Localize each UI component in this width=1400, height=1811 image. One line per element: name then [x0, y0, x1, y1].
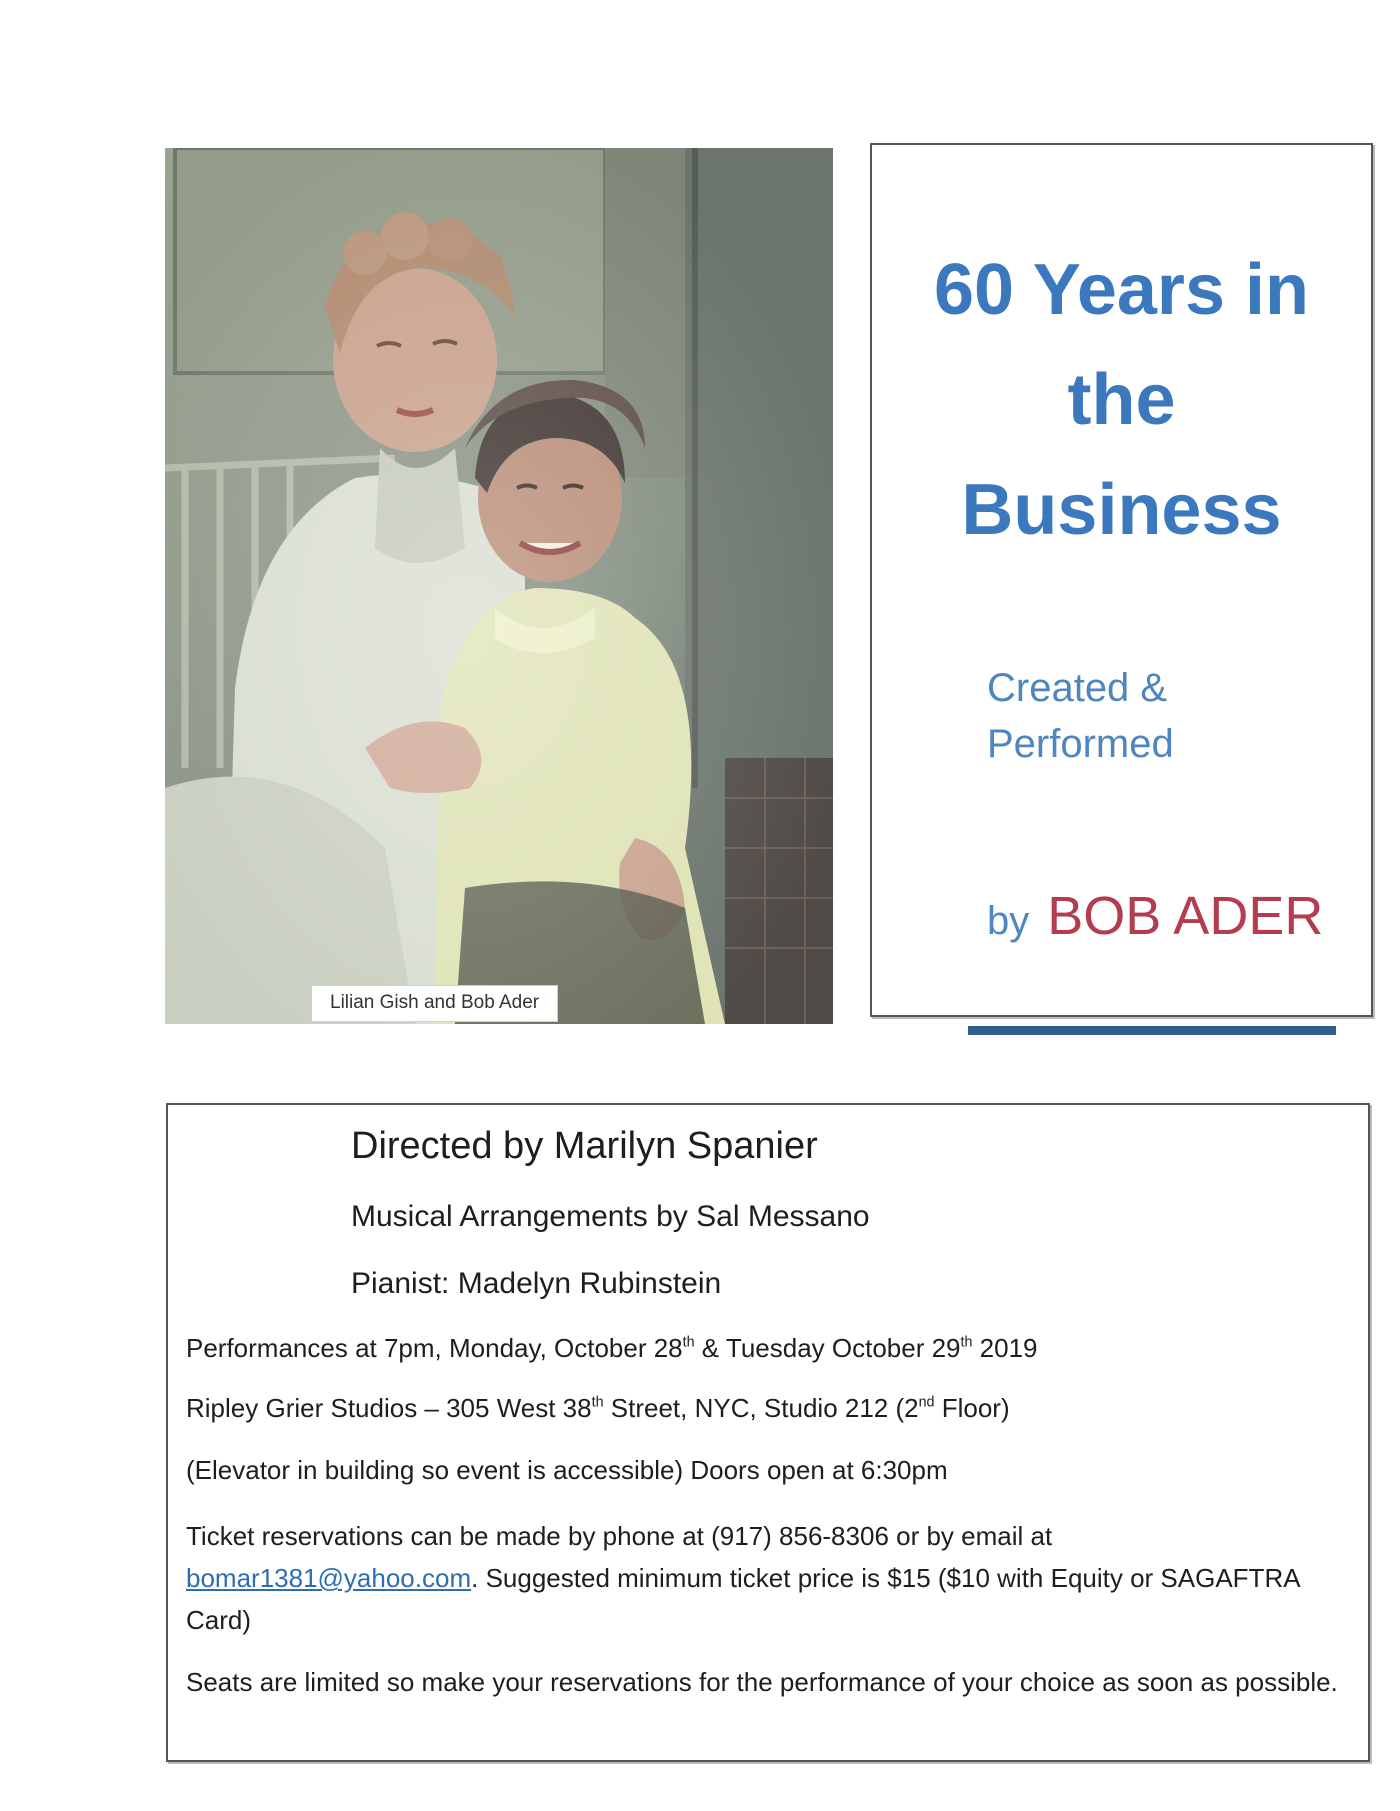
created-performed-label [987, 660, 1174, 772]
ticket-text-b: . Suggested minimum ticket price is $15 ($10 with Equity or SAGAFTRA Card) [186, 1563, 1300, 1635]
show-title [872, 235, 1371, 565]
title-box [870, 143, 1373, 1017]
created-line-2: Performed [987, 722, 1174, 766]
perf-text-c: 2019 [972, 1333, 1038, 1363]
title-line-2: the [1067, 360, 1176, 440]
perf-sup-1: th [682, 1334, 695, 1351]
accent-bar [968, 1026, 1336, 1035]
perf-text-a: Performances at 7pm, Monday, October 28 [186, 1333, 683, 1363]
performance-dates [186, 1333, 1038, 1364]
title-line-1: 60 Years in [934, 250, 1309, 330]
venue-text-c: Floor) [934, 1393, 1010, 1423]
title-line-3: Business [961, 470, 1282, 550]
venue-sup-1: th [591, 1394, 604, 1411]
director-credit: Directed by Marilyn Spanier [351, 1125, 818, 1167]
byline [987, 885, 1323, 947]
photo-lilian-gish-and-bob-ader [165, 148, 833, 1024]
venue-text-a: Ripley Grier Studios – 305 West 38 [186, 1393, 592, 1423]
ticket-info [186, 1515, 1346, 1641]
photo-caption: Lilian Gish and Bob Ader [311, 985, 558, 1022]
ticket-text-a: Ticket reservations can be made by phone at (917) 856-8306 or by email at [186, 1521, 1053, 1551]
musical-arrangements-credit: Musical Arrangements by Sal Messano [351, 1200, 870, 1233]
seats-note: Seats are limited so make your reservations for the performance of your choice as soon as possible. [186, 1667, 1338, 1697]
accessibility-note: (Elevator in building so event is accessible) Doors open at 6:30pm [186, 1455, 948, 1485]
event-info-box [166, 1103, 1370, 1762]
created-line-1: Created & [987, 666, 1168, 710]
by-label: by [987, 899, 1030, 943]
email-link[interactable]: bomar1381@yahoo.com [186, 1563, 472, 1593]
perf-sup-2: th [960, 1334, 973, 1351]
venue-address [186, 1393, 1010, 1424]
venue-text-b: Street, NYC, Studio 212 (2 [603, 1393, 919, 1423]
vintage-photo-illustration [165, 148, 833, 1024]
author-name: BOB ADER [1047, 886, 1324, 946]
pianist-credit: Pianist: Madelyn Rubinstein [351, 1267, 722, 1300]
venue-sup-2: nd [918, 1394, 935, 1411]
perf-text-b: & Tuesday October 29 [694, 1333, 961, 1363]
